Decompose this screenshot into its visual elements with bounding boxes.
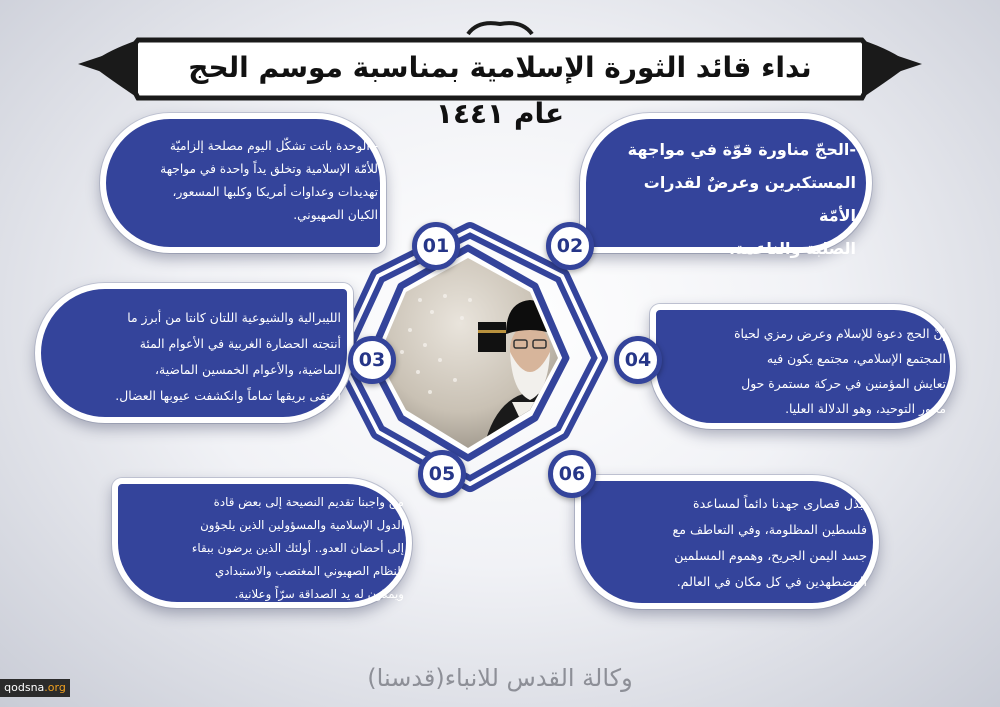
- number-badge-06: 06: [548, 450, 596, 498]
- number-badge-05: 05: [418, 450, 466, 498]
- title-banner: [78, 20, 922, 130]
- point-card-06: [575, 475, 879, 609]
- agency-footer: وكالة القدس للانباء(قدسنا): [367, 664, 633, 692]
- point-text-01: - الوحدة باتت تشكّل اليوم مصلحة إلزاميّة للأمّة الإسلامية وتخلق يداً واحدة في مواجهة تهديدات وعداوات أمريكا وكلبها المسعور، الكيان الصهيوني.: [160, 139, 378, 222]
- point-text-02: -الحجّ مناورة قوّة في مواجهة المستكبرين وعرضٌ لقدرات الأمّة الصلبة والناعمة.: [627, 140, 856, 258]
- point-card-04: [650, 304, 956, 429]
- point-card-01: [100, 113, 386, 253]
- point-text-06: نبذل قصارى جهدنا دائماً لمساعدة فلسطين المظلومة، وفي التعاطف مع جسد اليمن الجريح، وهموم المسلمين المضطهدين في كل مكان في العالم.: [672, 496, 867, 589]
- point-text-04: إنّ الحج دعوة للإسلام وعرض رمزي لحياة المجتمع الإسلامي، مجتمع يكون فيه تعايش المؤمنين في حركة مستمرة حول محور التوحيد، وهو الدلالة العليا.: [734, 326, 946, 416]
- number-badge-04: 04: [614, 336, 662, 384]
- site-name: qodsna: [4, 681, 45, 694]
- point-text-05: من واجبنا تقديم النصيحة إلى بعض قادة الدول الإسلامية والمسؤولين الذين يلجؤون إلى أحضان العدو.. أولئك الذين يرضون ببقاء النظام الصهيوني المغتصب والاستبدادي ويمدّون له يد الصداقة سرّاً وعلانية.: [191, 495, 404, 601]
- number-badge-01: 01: [412, 222, 460, 270]
- site-watermark: [0, 679, 70, 697]
- point-text-03: الليبرالية والشيوعية اللتان كانتا من أبرز ما أنتجته الحضارة الغربية في الأعوام المئة الماضية، والأعوام الخمسين الماضية، اختفى بريقها تماماً وانكشفت عيوبها العضال.: [115, 310, 341, 403]
- number-badge-03: 03: [348, 336, 396, 384]
- point-card-05: [112, 478, 412, 608]
- site-tld: .org: [44, 681, 66, 694]
- number-badge-02: 02: [546, 222, 594, 270]
- point-card-03: [35, 283, 353, 423]
- page-title: نداء قائد الثورة الإسلامية بمناسبة موسم الحج عام ١٤٤١: [188, 51, 812, 130]
- point-card-02: [580, 113, 872, 258]
